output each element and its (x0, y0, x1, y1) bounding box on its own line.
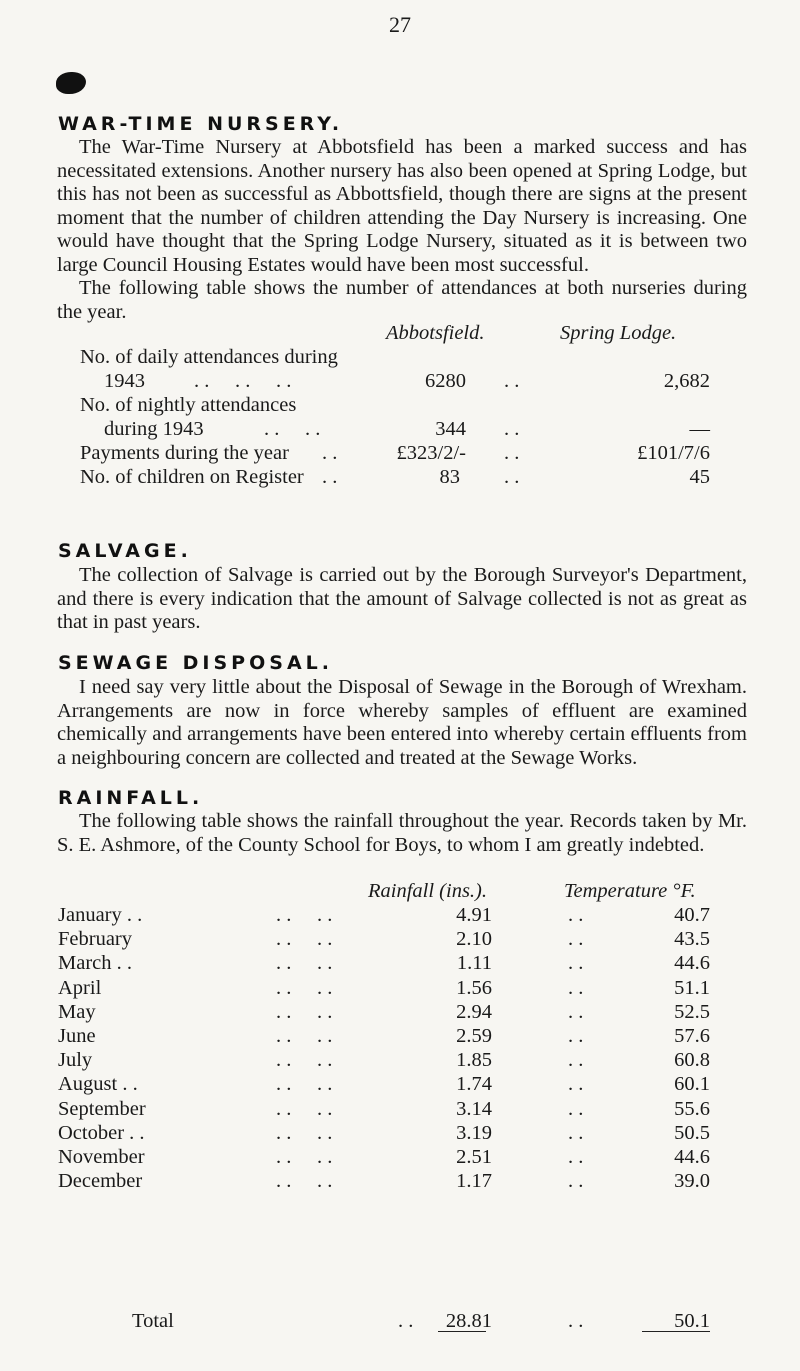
temperature-value: 44.6 (674, 1146, 710, 1168)
spring-lodge-value: — (689, 418, 710, 440)
nursery-intro (57, 136, 747, 323)
rainfall-value: 1.74 (456, 1073, 492, 1095)
rainfall-paragraph (57, 810, 747, 857)
dot-leader: . . . . (276, 977, 333, 999)
month-label: May (58, 1001, 96, 1023)
salvage-heading: SALVAGE. (58, 540, 192, 562)
rainfall-value: 2.10 (456, 928, 492, 950)
month-label: October . . (58, 1122, 145, 1144)
temperature-value: 50.5 (674, 1122, 710, 1144)
temperature-value: 60.8 (674, 1049, 710, 1071)
temperature-value: 51.1 (674, 977, 710, 999)
column-header-spring-lodge: Spring Lodge. (560, 322, 677, 344)
month-label: September (58, 1098, 146, 1120)
dot-leader: . . (568, 1001, 584, 1023)
month-label: July (58, 1049, 93, 1071)
rainfall-value: 1.85 (456, 1049, 492, 1071)
month-label: December (58, 1170, 143, 1192)
month-label: June (58, 1025, 96, 1047)
row-label-cont: 1943 (104, 370, 145, 392)
rainfall-value: 2.59 (456, 1025, 492, 1047)
abbotsfield-value: 344 (435, 418, 466, 440)
total-temperature: 50.1 (674, 1310, 710, 1332)
temperature-value: 55.6 (674, 1098, 710, 1120)
dot-leader: . . (568, 1146, 584, 1168)
temperature-value: 39.0 (674, 1170, 710, 1192)
dot-leader: . . . . (276, 1122, 333, 1144)
dot-leader: . . . . (276, 1146, 333, 1168)
sewage-text: I need say very little about the Disposal of Sewage in the Borough of Wrexham. Arrangements are now in force whereby samples of effluent are examined chemically and arrangements have been entered into whereby certain effluents from a neighbouring concern are collected and treated at the Sewage Works. (57, 676, 747, 769)
row-label: No. of children on Register (80, 466, 304, 488)
temperature-value: 60.1 (674, 1073, 710, 1095)
temperature-value: 44.6 (674, 952, 710, 974)
nursery-paragraph-1: The War-Time Nursery at Abbotsfield has been a marked success and has necessitated extensions. Another nursery has also been opened at Spring Lodge, but this has not been as successful as Abbottsfield, though there are signs at the present moment that the number of children attending the Day Nursery is increasing. One would have thought that the Spring Lodge Nursery, situated as it is between two large Council Housing Estates would have been most successful. (57, 136, 747, 276)
rainfall-value: 2.94 (456, 1001, 492, 1023)
spring-lodge-value: 45 (689, 466, 710, 488)
rainfall-value: 3.19 (456, 1122, 492, 1144)
month-label: April (58, 977, 102, 999)
dot-leader: . . (568, 928, 584, 950)
dot-leader: . . (568, 977, 584, 999)
dot-leader: . . . . (276, 1073, 333, 1095)
dot-leader: . . . . (276, 1001, 333, 1023)
rainfall-heading: RAINFALL. (58, 787, 204, 809)
month-label: November (58, 1146, 145, 1168)
abbotsfield-value: 83 (439, 466, 460, 488)
rainfall-value: 1.11 (456, 952, 492, 974)
month-label: March . . (58, 952, 133, 974)
column-header-abbotsfield: Abbotsfield. (386, 322, 485, 344)
row-label: No. of nightly attendances (80, 394, 297, 416)
dot-leader: . . (568, 1025, 584, 1047)
dot-leader: . . . . (276, 1098, 333, 1120)
dot-leader: . . . . (276, 952, 333, 974)
spring-lodge-value: 2,682 (663, 370, 710, 392)
rainfall-text: The following table shows the rainfall throughout the year. Records taken by Mr. S. E. Ashmore, of the County School for Boys, to whom I am greatly indebted. (57, 810, 747, 856)
dot-leader: . . . . (276, 904, 333, 926)
dot-leader: . . . . (276, 1025, 333, 1047)
row-label-cont: during 1943 (104, 418, 204, 440)
total-label: Total (132, 1310, 174, 1332)
sewage-paragraph (57, 676, 747, 770)
salvage-text: The collection of Salvage is carried out by the Borough Surveyor's Department, and there is every indication that the amount of Salvage collected is not as great as that in past years. (57, 564, 747, 633)
dot-leader: . . (568, 1170, 584, 1192)
dot-leader: . . (568, 904, 584, 926)
column-header-temperature: Temperature °F. (564, 880, 696, 902)
temperature-value: 40.7 (674, 904, 710, 926)
month-label: February (58, 928, 133, 950)
temperature-value: 43.5 (674, 928, 710, 950)
month-label: January . . (58, 904, 143, 926)
column-header-rainfall: Rainfall (ins.). (368, 880, 488, 902)
total-rainfall: 28.81 (445, 1310, 492, 1332)
dot-leader: . . (568, 1098, 584, 1120)
document-page: 27 WAR-TIME NURSERY. The War-Time Nursery at Abbotsfield has been a marked success and has necessitated extensions. Another nursery has also been opened at Spring Lodge, but this has not been as successful as Abbottsfield, though there are signs at the present moment that the number of children attending the Day Nursery is increasing. One would have thought that the Spring Lodge Nursery, situated as it is between two large Council Housing Estates would have been most successful. The following table shows the number of attendances at both nurseries during the year. Abbotsfield. Spring Lodge. No. of daily attendances during 1943 . . . . . . 6280 . . 2,682 No. of nightly attendances during 1943 . . . . 344 . . — Payments during the year . . £323/2/- . . £101/7/6 No. of children on Register . . 83 . . 45 SALVAGE. The collection of Salvage is carried out by the Borough Surveyor's Department, and there is every indication that the amount of Salvage collected is not as great as that in past years. SEWAGE DISPOSAL. I need say very little about the Disposal of Sewage in the Borough of Wrexham. Arrangements are now in force whereby samples of effluent are examined chemically and arrangements have been entered into whereby certain effluents from a neighbouring concern are collected and treated at the Sewage Works. RAINFALL. The following table shows the rainfall throughout the year. Records taken by Mr. S. E. Ashmore, of the County School for Boys, to whom I am greatly indebted. Rainfall (ins.). Temperature °F. January . . . . . . 4.91 . . 40.7 February . . . . 2.10 . . 43.5 March . . . . . . 1.11 . . 44.6 April . . . . 1.56 . . 51.1 May . . . . 2.94 . . 52.5 June . . . . 2.59 . . 57.6 July . . . . 1.85 . . 60.8 August . . . . . . 1.74 . . 60.1 September . . . . 3.14 . . 55.6 October . . . . . . 3.19 . . 50.5 November . . . . 2.51 . . 44.6 December . . . . 1.17 . . 39.0 Total . . 28.81 . . 50.1 (0, 0, 800, 1371)
temperature-value: 52.5 (674, 1001, 710, 1023)
page-number: 27 (389, 12, 411, 37)
dot-leader: . . (568, 1073, 584, 1095)
dot-leader: . . . . (276, 1049, 333, 1071)
spring-lodge-value: £101/7/6 (637, 442, 710, 464)
dot-leader: . . . . (276, 928, 333, 950)
month-label: August . . (58, 1073, 138, 1095)
rainfall-value: 1.56 (456, 977, 492, 999)
temperature-value: 57.6 (674, 1025, 710, 1047)
row-label: Payments during the year (80, 442, 289, 464)
rainfall-value: 3.14 (456, 1098, 492, 1120)
abbotsfield-value: 6280 (425, 370, 466, 392)
rainfall-value: 4.91 (456, 904, 492, 926)
ink-blot (56, 72, 86, 94)
rainfall-value: 1.17 (456, 1170, 492, 1192)
nursery-paragraph-2: The following table shows the number of attendances at both nurseries during the year. (57, 277, 747, 323)
sewage-heading: SEWAGE DISPOSAL. (58, 652, 333, 674)
salvage-paragraph (57, 564, 747, 635)
abbotsfield-value: £323/2/- (396, 442, 466, 464)
rainfall-value: 2.51 (456, 1146, 492, 1168)
dot-leader: . . (568, 1049, 584, 1071)
dot-leader: . . . . (276, 1170, 333, 1192)
dot-leader: . . (568, 952, 584, 974)
row-label: No. of daily attendances during (80, 346, 338, 368)
nursery-heading: WAR-TIME NURSERY. (58, 113, 344, 135)
dot-leader: . . (568, 1122, 584, 1144)
